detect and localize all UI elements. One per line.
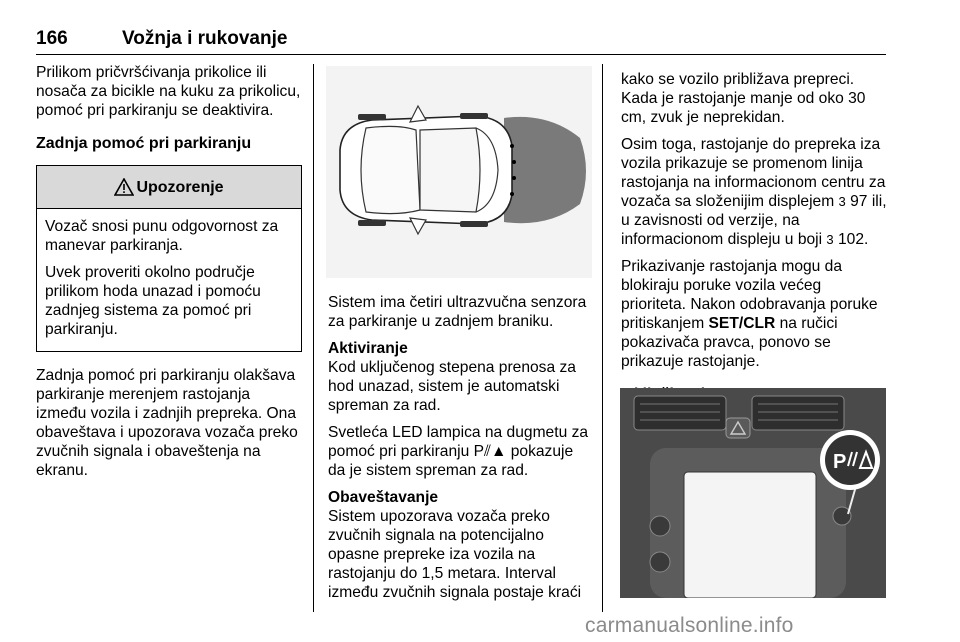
- trailer-intro-text: Prilikom pričvršćivanja prikolice ili nosača za bicikle na kuku za prikolicu, pomoć pri parkiranju se deaktivira.: [36, 64, 301, 119]
- display-text-before: Osim toga, rastojanje do prepreka iza vozila prikazuje se promenom linija rastojanja na informacionom centru za vozača sa složenijim displejem: [621, 136, 886, 210]
- page-header: [36, 28, 886, 55]
- page-ref-arrow-icon: 3: [826, 232, 834, 247]
- column-divider-2: [602, 64, 603, 612]
- warning-box: [36, 165, 302, 352]
- display-text-after: .: [864, 231, 869, 248]
- parking-assist-icon: P⫽▲: [473, 443, 507, 460]
- warning-header: [37, 166, 301, 209]
- activation-title: Aktiviranje: [328, 340, 408, 357]
- dashboard-button-illustration: [620, 388, 886, 598]
- sensor-intro-text: Sistem ima četiri ultrazvučna senzora za parkiranje u zadnjem braniku.: [328, 294, 587, 330]
- led-text-before: Svetleća LED lampica na dugmetu za pomoć pri parkiranju: [328, 424, 589, 460]
- svg-text:P: P: [833, 451, 847, 473]
- section-title: Zadnja pomoć pri parkiranju: [36, 135, 252, 152]
- set-clr-label: SET/CLR: [708, 315, 776, 332]
- led-text: [328, 423, 592, 480]
- warning-title: Upozorenje: [136, 178, 224, 196]
- page-ref-97[interactable]: 97: [850, 193, 868, 210]
- continuation-text: kako se vozilo približava prepreci. Kada je rastojanje manje od oko 30 cm, zvuk je neprekidan.: [621, 71, 866, 126]
- page-ref-arrow-icon: 3: [838, 194, 846, 209]
- warning-triangle-icon: [114, 178, 134, 196]
- led-text-after: pokazuje da je sistem spreman za rad.: [328, 443, 574, 479]
- block-text: [621, 257, 889, 371]
- column-3: [621, 70, 889, 404]
- column-2: [328, 293, 592, 610]
- notification-text: Sistem upozorava vozača preko zvučnih signala na potencijalno opasne prepreke iza vozila na rastojanju do 1,5 metara. Interval između zvučnih signala postaje kraći: [328, 508, 582, 601]
- warning-paragraph: Vozač snosi punu odgovornost za manevar parkiranja.: [45, 218, 279, 254]
- warning-paragraph: Uvek proveriti okolno područje prilikom hoda unazad i pomoću zadnjeg sistema za pomoć pri parkiranju.: [45, 264, 261, 338]
- display-text: [621, 135, 889, 249]
- block-text-after: na ručici pokazivača pravca, ponovo se prikazuje rastojanje.: [621, 315, 838, 370]
- chapter-title: Vožnja i rukovanje: [122, 28, 288, 49]
- car-sensor-illustration: [326, 66, 592, 278]
- notification-title: Obaveštavanje: [328, 489, 439, 506]
- activation-text: Kod uključenog stepena prenosa za hod unazad, sistem je automatski spreman za rad.: [328, 359, 576, 414]
- page-ref-102[interactable]: 102: [838, 231, 865, 248]
- display-text-middle: ili, u zavisnosti od verzije, na informacionom displeju u boji: [621, 193, 887, 248]
- page-number: 166: [36, 28, 68, 49]
- rear-parking-description: Zadnja pomoć pri parkiranju olakšava parkiranje merenjem rastojanja između vozila i zadnjih prepreka. Ona obaveštava i upozorava vozača preko zvučnih signala i obaveštenja na ekranu.: [36, 367, 298, 479]
- block-text-before: Prikazivanje rastojanja mogu da blokiraju poruke vozila većeg prioriteta. Nakon odobravanja poruke pritiskanjem: [621, 258, 878, 332]
- watermark: carmanualsonline.info: [585, 614, 794, 637]
- column-1: [36, 63, 302, 488]
- column-divider-1: [313, 64, 314, 612]
- warning-body: [37, 209, 301, 351]
